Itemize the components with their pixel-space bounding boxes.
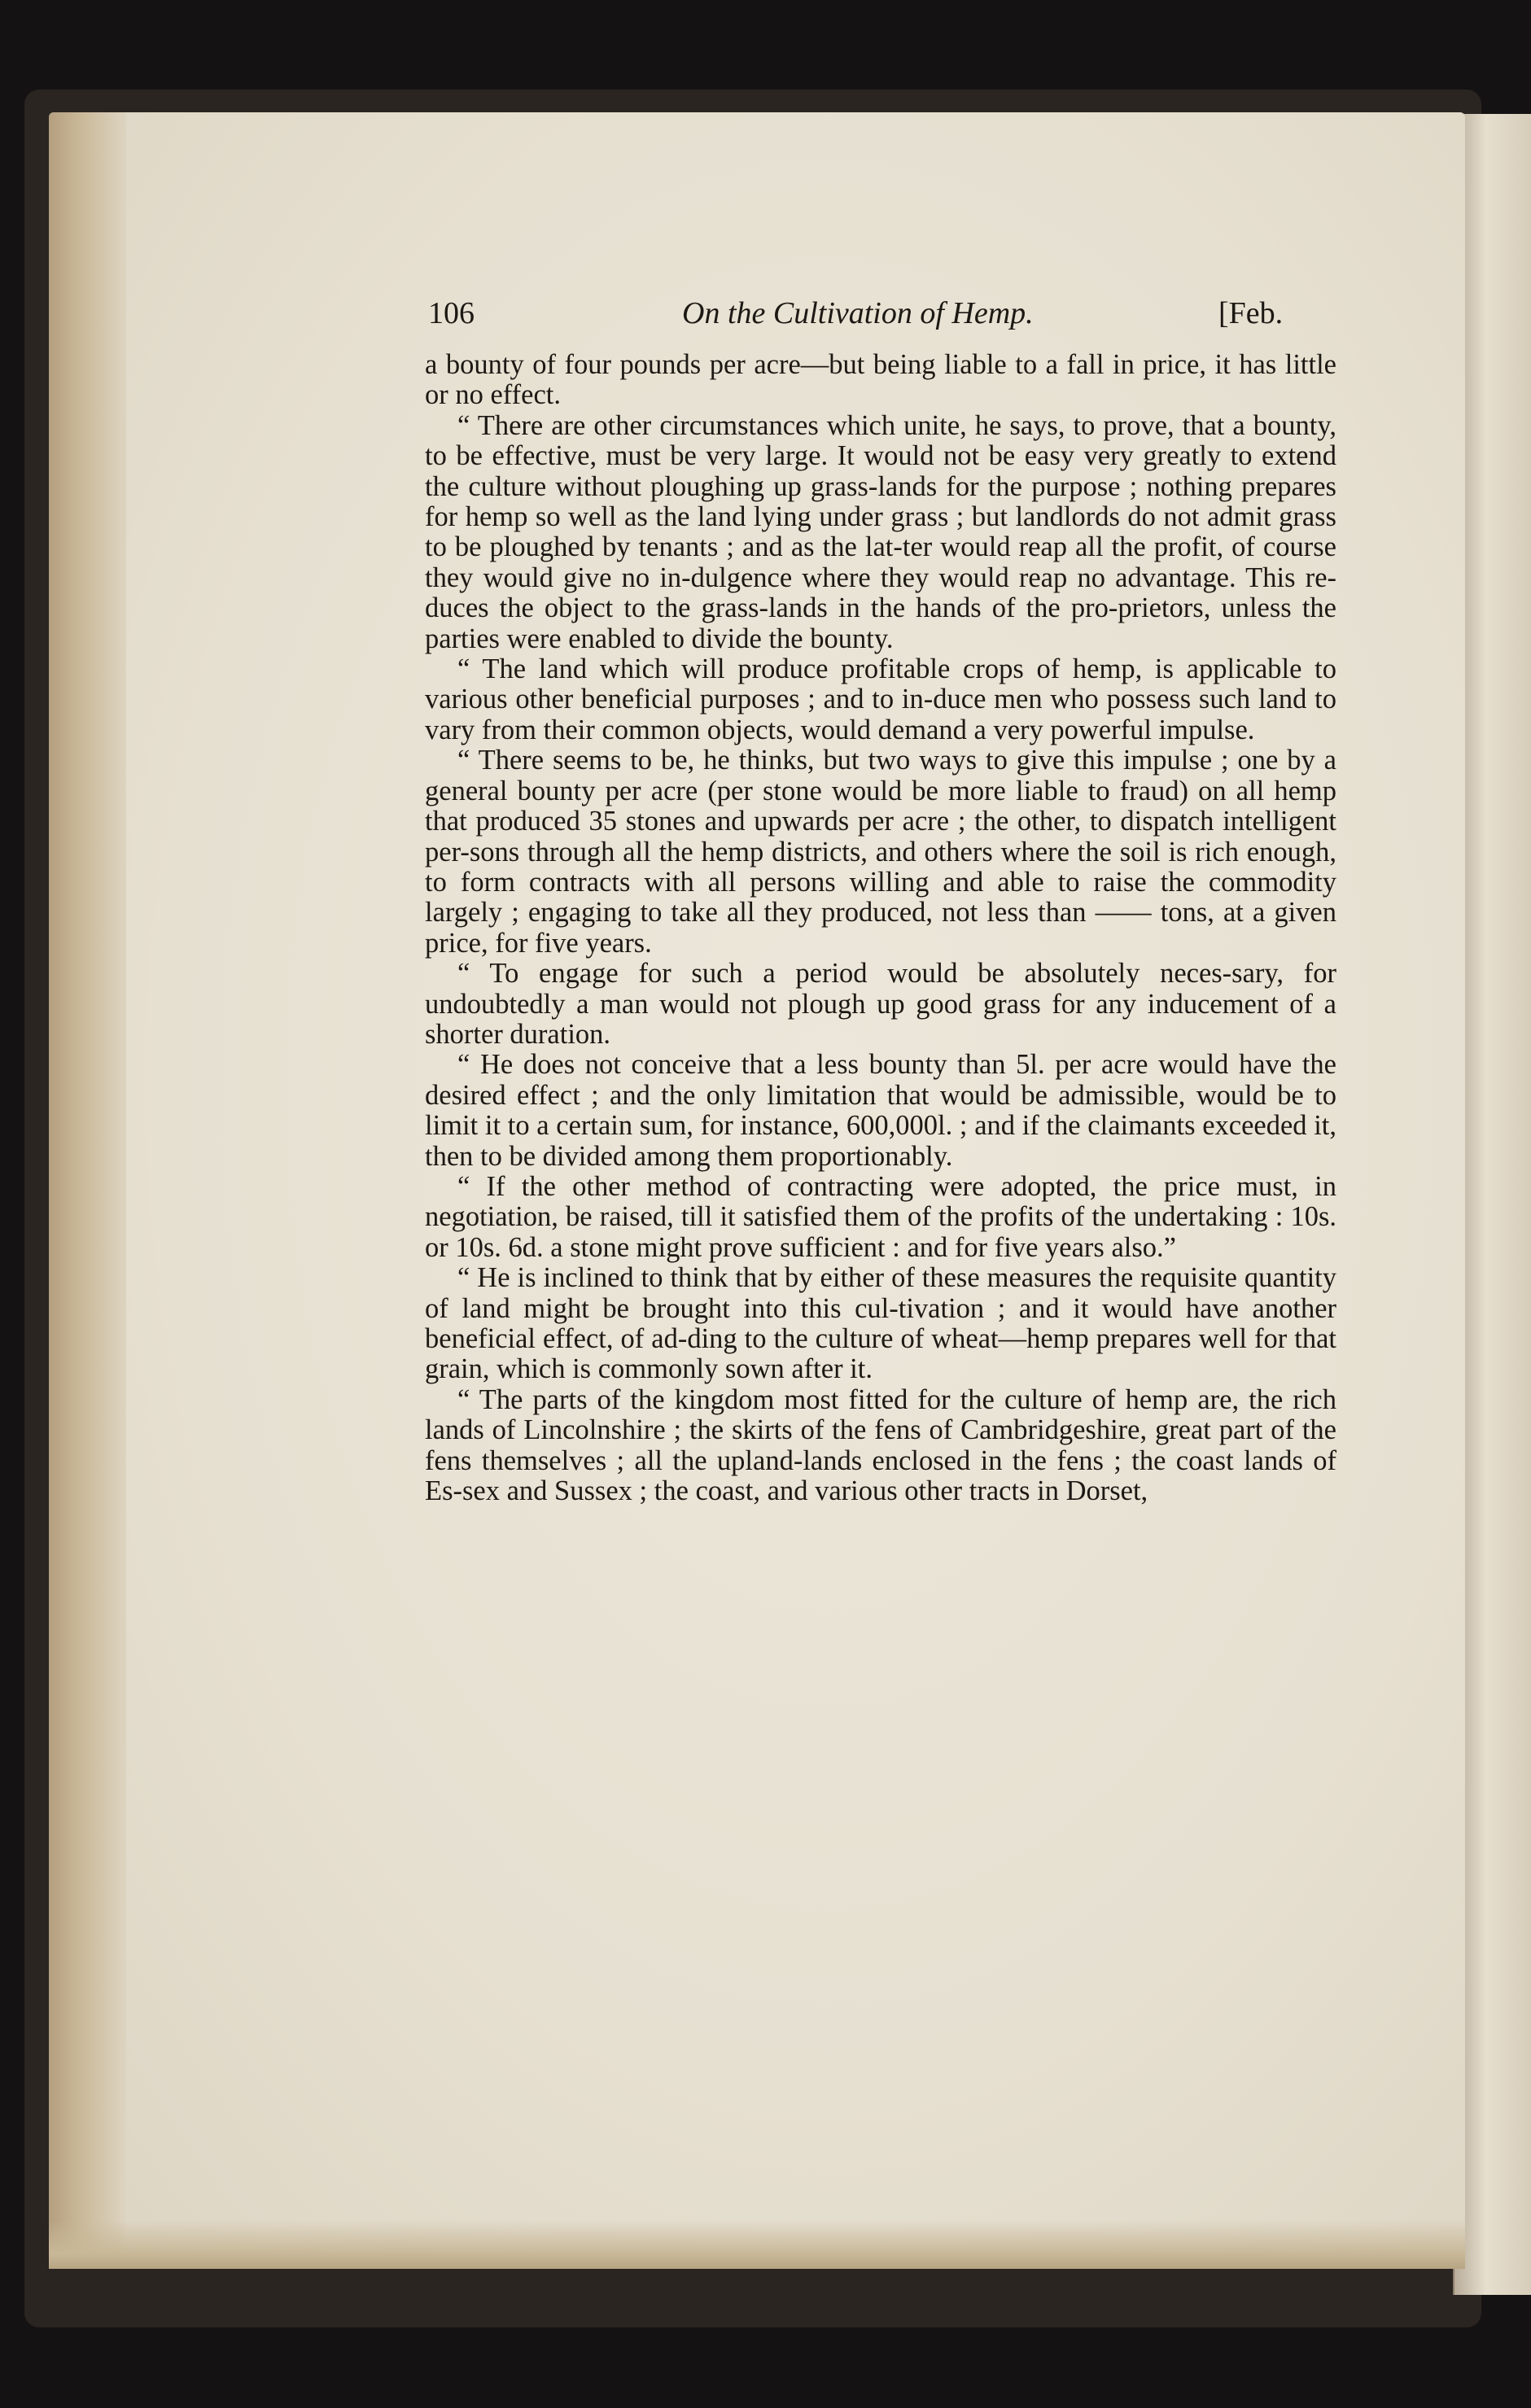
page-gutter-edge xyxy=(49,112,126,2269)
page-bottom-edge xyxy=(49,2220,1465,2269)
page-number: 106 xyxy=(428,296,475,330)
running-title: On the Cultivation of Hemp. xyxy=(682,296,1034,330)
paragraph: “ The parts of the kingdom most fitted for the culture of hemp are, the rich lands of Lincolnshire ; the skirts of the fens of Cambridgeshire, great part of the fens themselves ; all the upland-lands enclosed in the fens ; the coast lands of Es-sex and Sussex ; the coast, and various other tracts in Dorset, xyxy=(425,1383,1336,1507)
paragraph: “ He is inclined to think that by either of these measures the requisite quantity of land might be brought into this cul-tivation ; and it would have another beneficial effect, of ad-ding to the culture of wheat—hemp prepares well for that grain, which is commonly sown after it. xyxy=(425,1262,1336,1385)
paragraph: “ There are other circumstances which unite, he says, to prove, that a bounty, to be effective, must be very large. It would not be easy very greatly to extend the culture without ploughing up grass-lands for the purpose ; nothing prepares for hemp so well as the land lying under grass ; but landlords do not admit grass to be ploughed by tenants ; and as the lat-ter would reap all the profit, of course they would give no in-dulgence where they would reap no advantage. This re-duces the object to the grass-lands in the hands of the pro-prietors, unless the parties were enabled to divide the bounty. xyxy=(425,409,1336,654)
paragraph: “ If the other method of contracting were adopted, the price must, in negotiation, be raised, till it satisfied them of the profits of the undertaking : 10s. or 10s. 6d. a stone might prove sufficient : and for five years also.” xyxy=(425,1170,1336,1263)
text-block xyxy=(425,285,1336,1506)
paragraph: a bounty of four pounds per acre—but being liable to a fall in price, it has little or no effect. xyxy=(425,349,1336,411)
running-head xyxy=(425,285,1336,342)
running-date: [Feb. xyxy=(1218,296,1284,330)
paragraph: “ To engage for such a period would be absolutely neces-sary, for undoubtedly a man would not plough up good grass for any inducement of a shorter duration. xyxy=(425,958,1336,1050)
paragraph: “ He does not conceive that a less bounty than 5l. per acre would have the desired effect ; and the only limitation that would be admissible, would be to limit it to a certain sum, for instance, 600,000l. ; and if the claimants exceeded it, then to be divided among them proportionably. xyxy=(425,1049,1336,1172)
paragraph: “ The land which will produce profitable crops of hemp, is applicable to various other beneficial purposes ; and to in-duce men who possess such land to vary from their common objects, would demand a very powerful impulse. xyxy=(425,653,1336,745)
body-text xyxy=(425,350,1336,1506)
paragraph: “ There seems to be, he thinks, but two ways to give this impulse ; one by a general bounty per acre (per stone would be more liable to fraud) on all hemp that produced 35 stones and upwards per acre ; the other, to dispatch intelligent per-sons through all the hemp districts, and others where the soil is rich enough, to form contracts with all persons willing and able to raise the commodity largely ; engaging to take all they produced, not less than —— tons, at a given price, for five years. xyxy=(425,745,1336,959)
